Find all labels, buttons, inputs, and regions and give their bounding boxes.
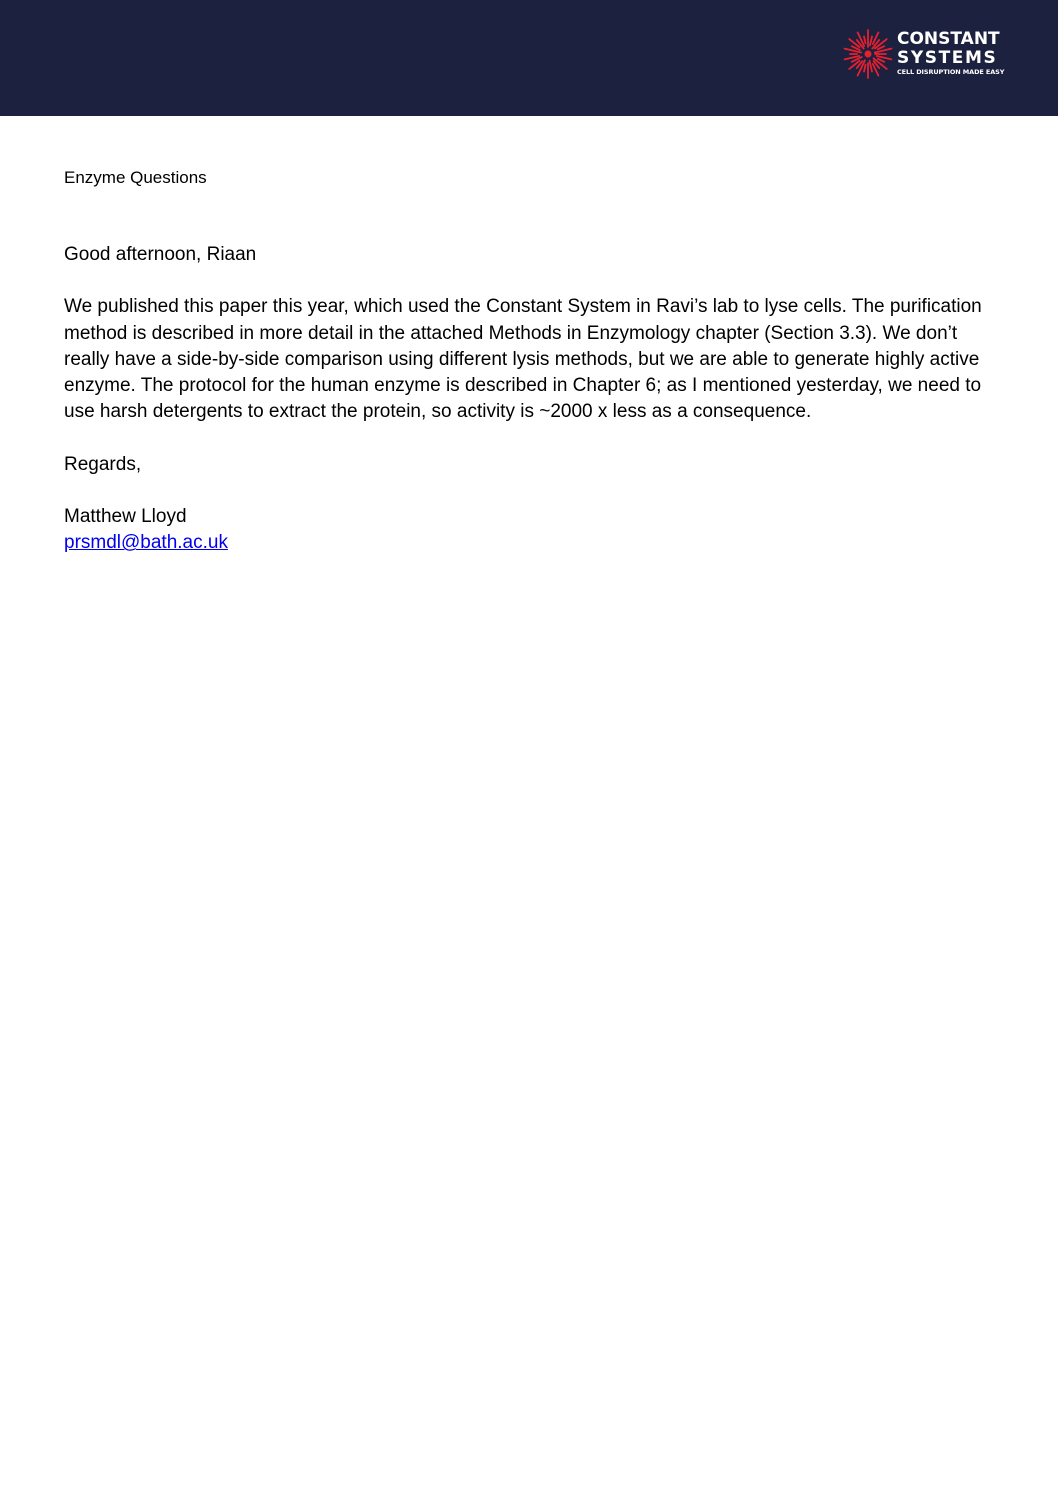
letter-paragraph: We published this paper this year, which used the Constant System in Ravi’s lab to lyse cells. The purification method is described in more detail in the attached Methods in Enzymology chapter (Section 3.3). We don’t really have a side-by-side comparison using different lysis methods, but we are able to generate highly active enzyme. The protocol for the human enzyme is described in Chapter 6; as I mentioned yesterday, we need to use harsh detergents to extract the protein, so activity is ~2000 x less as a consequence. [64,296,982,423]
logo-ray [864,65,866,72]
signature-name: Matthew Lloyd [64,506,187,528]
logo-tagline: CELL DISRUPTION MADE EASY [897,68,1005,76]
letter-closing: Regards, [64,453,142,475]
starburst-logo-icon [842,28,894,80]
logo-ray [870,61,872,72]
logo-ray [878,46,884,49]
logo-ray [878,59,884,62]
letter-body [64,242,1004,557]
letter-subject: Enzyme Questions [64,168,207,187]
logo-center [865,51,872,58]
logo-line-1: CONSTANT [897,29,1000,49]
logo-ray [870,36,872,45]
logo-line-2: SYSTEMS [897,48,998,68]
letter-greeting: Good afternoon, Riaan [64,244,257,265]
constant-systems-logo [842,26,1012,82]
signature-email-link[interactable]: prsmdl@bath.ac.uk [64,532,228,554]
logo-ray [864,36,866,43]
header-band [0,0,1058,116]
